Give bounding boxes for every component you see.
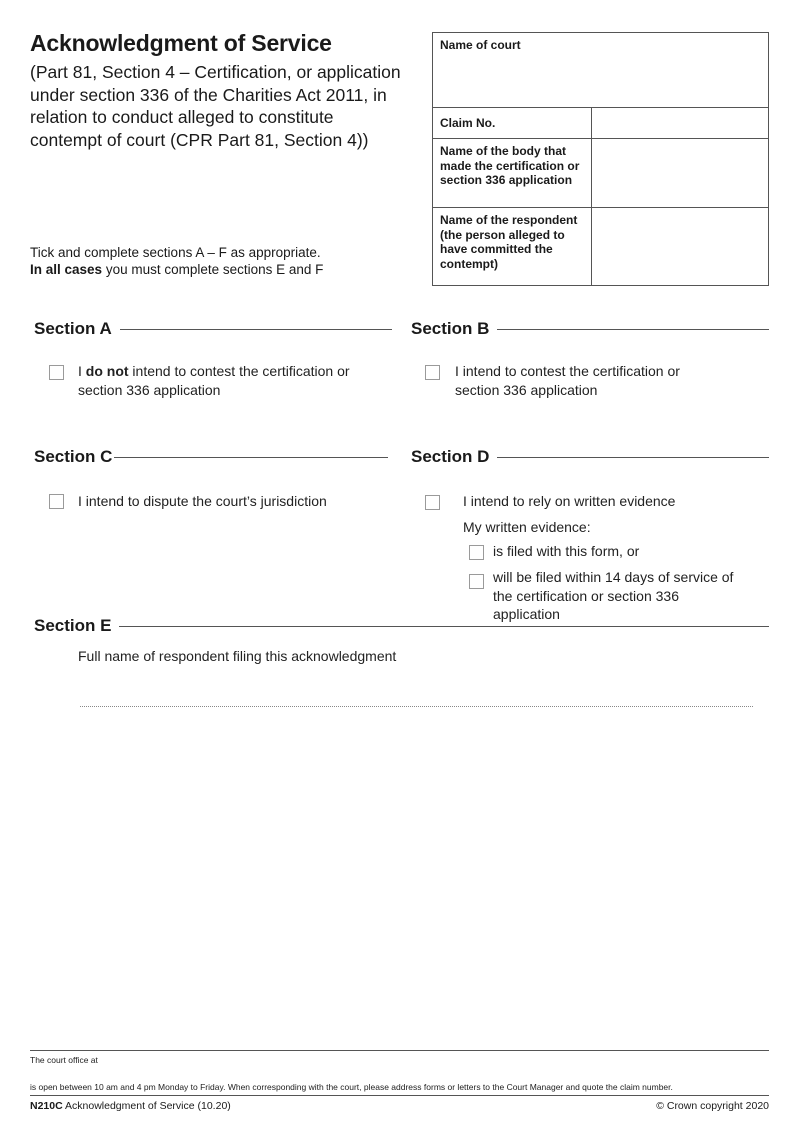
section-c-heading xyxy=(34,447,388,467)
section-c-rule xyxy=(114,457,388,458)
section-b-checkbox[interactable] xyxy=(425,365,440,380)
section-d-heading xyxy=(411,447,769,467)
copyright: © Crown copyright 2020 xyxy=(656,1100,769,1112)
section-a-rest: intend to contest the certification or section 336 application xyxy=(78,363,350,398)
section-c-title: Section C xyxy=(34,447,113,466)
section-d-option: I intend to rely on written evidence xyxy=(463,493,676,509)
section-a-checkbox[interactable] xyxy=(49,365,64,380)
section-b-rule xyxy=(497,329,769,330)
section-b-title: Section B xyxy=(411,319,490,338)
name-of-court-label: Name of court xyxy=(440,38,521,52)
respondent-label: Name of the respondent (the person alleged to have committed the contempt) xyxy=(440,213,578,271)
section-a-rule xyxy=(120,329,392,330)
section-c-checkbox[interactable] xyxy=(49,494,64,509)
evidence-filed-option: is filed with this form, or xyxy=(493,543,640,559)
form-title: Acknowledgment of Service xyxy=(30,30,332,56)
court-info-table xyxy=(432,32,769,286)
form-id xyxy=(30,1100,231,1112)
instructions-bold: In all cases xyxy=(30,262,103,277)
section-e-title: Section E xyxy=(34,616,112,635)
instructions xyxy=(30,244,323,278)
respondent-row xyxy=(433,208,768,286)
body-label: Name of the body that made the certification or section 336 application xyxy=(440,144,580,187)
section-a-bold: do not xyxy=(85,363,129,379)
respondent-name-label: Full name of respondent filing this acknowledgment xyxy=(78,648,397,664)
section-e-heading xyxy=(34,616,769,636)
evidence-later-option: will be filed within 14 days of service of the certification or section 336 application xyxy=(493,569,734,622)
section-e-rule xyxy=(119,626,769,627)
form-code: N210C xyxy=(30,1100,63,1112)
respondent-field[interactable] xyxy=(591,208,768,286)
instructions-rest: you must complete sections E and F xyxy=(102,262,324,277)
section-d-checkbox[interactable] xyxy=(425,495,440,510)
body-field[interactable] xyxy=(591,139,768,207)
section-a-title: Section A xyxy=(34,319,112,338)
instructions-line1: Tick and complete sections A – F as appropriate. xyxy=(30,245,321,260)
claim-no-row xyxy=(433,108,768,139)
court-office-text: The court office at xyxy=(30,1055,98,1065)
section-d-title: Section D xyxy=(411,447,490,466)
form-name: Acknowledgment of Service (10.20) xyxy=(62,1100,231,1112)
section-d-rule xyxy=(497,457,769,458)
section-a-heading xyxy=(34,319,392,339)
footer-bottom-rule xyxy=(30,1095,769,1096)
section-a-option xyxy=(78,362,388,399)
section-a-prefix: I xyxy=(78,363,86,379)
body-row xyxy=(433,139,768,208)
section-c-option: I intend to dispute the court’s jurisdiction xyxy=(78,493,327,509)
evidence-later-checkbox[interactable] xyxy=(469,574,484,589)
section-b-option: I intend to contest the certification or section 336 application xyxy=(455,363,680,398)
name-of-court-row[interactable] xyxy=(433,33,768,108)
instructions-line2 xyxy=(30,261,323,278)
form-subtitle: (Part 81, Section 4 – Certification, or application under section 336 of the Charities Act 2011, in relation to conduct alleged to constitute contempt of court (CPR Part 81, Section 4)) xyxy=(30,62,401,150)
respondent-name-field[interactable] xyxy=(80,706,753,707)
section-b-heading xyxy=(411,319,769,339)
claim-no-field[interactable] xyxy=(591,108,768,138)
office-hours-text: is open between 10 am and 4 pm Monday to Friday. When corresponding with the court, please address forms or letters to the Court Manager and quote the claim number. xyxy=(30,1082,673,1092)
footer-top-rule xyxy=(30,1050,769,1051)
claim-no-label: Claim No. xyxy=(440,116,496,130)
evidence-filed-checkbox[interactable] xyxy=(469,545,484,560)
section-d-sub-label: My written evidence: xyxy=(463,519,591,535)
